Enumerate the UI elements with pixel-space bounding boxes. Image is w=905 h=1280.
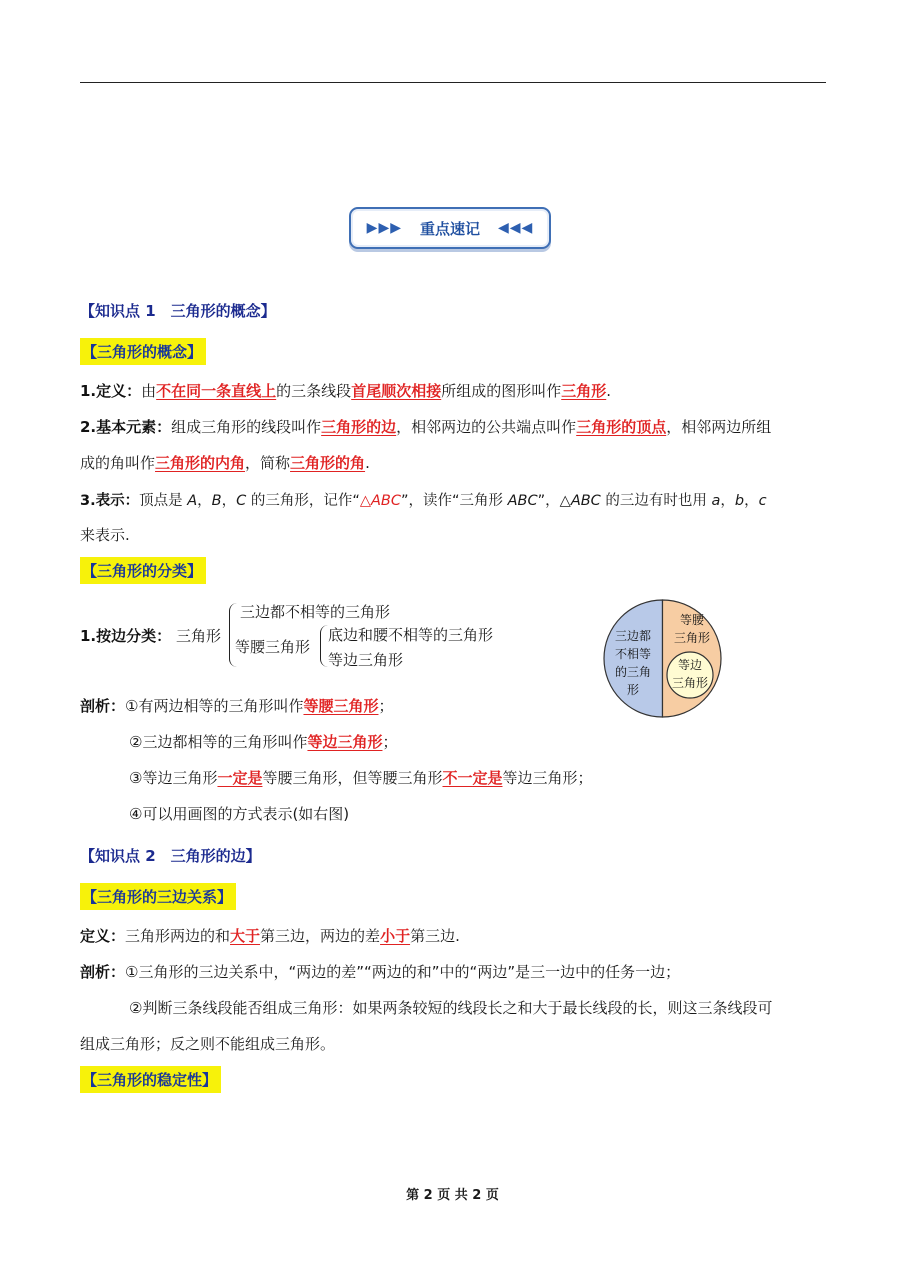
analysis-2: ②三边都相等的三角形叫作等边三角形； xyxy=(129,733,398,751)
tree-branch-1: 三边都不相等的三角形 xyxy=(240,603,391,621)
representation-line: 3.表示：顶点是 A，B，C 的三角形，记作“△ABC”，读作“三角形 ABC”，△ABC 的三边有时也用 a，b，c xyxy=(80,493,767,509)
diagram-label: 三角形 xyxy=(673,631,711,645)
key-term: 不一定是 xyxy=(442,769,503,787)
key-term: 三角形的角 xyxy=(290,454,366,472)
arrow-left-icon: ◀◀◀ xyxy=(498,220,534,236)
classification-diagram xyxy=(600,596,725,721)
brace-2 xyxy=(320,625,328,667)
elements-line-2: 成的角叫作三角形的内角，简称三角形的角. xyxy=(80,454,370,472)
analysis-1: 剖析：①有两边相等的三角形叫作等腰三角形； xyxy=(80,697,394,715)
analysis-4: ④可以用画图的方式表示(如右图) xyxy=(129,805,350,823)
sides-definition: 定义：三角形两边的和大于第三边，两边的差小于第三边. xyxy=(80,927,460,945)
elements-line: 2.基本元素：组成三角形的线段叫作三角形的边，相邻两边的公共端点叫作三角形的顶点，相邻两边所组 xyxy=(80,418,772,436)
diagram-label: 三角形 xyxy=(671,676,709,690)
key-term: 三角形 xyxy=(561,382,607,400)
sides-analysis-2: ②判断三条线段能否组成三角形：如果两条较短的线段长之和大于最长线段的长，则这三条线段可 xyxy=(129,999,773,1017)
key-term: 小于 xyxy=(380,927,411,945)
diagram-label: 的三角 xyxy=(614,665,652,679)
key-term: 等腰三角形 xyxy=(303,697,379,715)
key-term: 等边三角形 xyxy=(307,733,383,751)
sides-heading: 【三角形的三边关系】 xyxy=(80,886,236,907)
diagram-label: 等腰 xyxy=(679,613,705,627)
key-term: 一定是 xyxy=(217,769,263,787)
key-term: 不在同一条直线上 xyxy=(156,382,277,400)
diagram-label: 不相等 xyxy=(614,647,652,661)
diagram-label: 形 xyxy=(626,683,640,697)
tree-root: 三角形 xyxy=(176,627,222,645)
knowledge-point-2-title: 【知识点 2 三角形的边】 xyxy=(80,847,261,865)
stability-heading: 【三角形的稳定性】 xyxy=(80,1069,221,1090)
tree-branch-2: 等腰三角形 xyxy=(235,638,311,656)
banner-title: 重点速记 xyxy=(419,219,480,238)
classification-heading: 【三角形的分类】 xyxy=(80,560,206,581)
key-notes-banner xyxy=(349,207,551,249)
brace-1 xyxy=(229,603,238,667)
key-term: 大于 xyxy=(230,927,261,945)
representation-line-2: 来表示. xyxy=(80,526,130,544)
tree-sub-2: 等边三角形 xyxy=(328,651,404,669)
diagram-label: 等边 xyxy=(677,658,703,672)
arrow-right-icon: ▶▶▶ xyxy=(366,220,402,236)
tree-sub-1: 底边和腰不相等的三角形 xyxy=(328,626,494,644)
key-term: 首尾顺次相接 xyxy=(351,382,442,400)
analysis-3: ③等边三角形一定是等腰三角形，但等腰三角形不一定是等边三角形； xyxy=(129,769,593,787)
key-term: 三角形的内角 xyxy=(155,454,246,472)
header-rule xyxy=(80,82,826,83)
concept-heading: 【三角形的概念】 xyxy=(80,341,206,362)
definition-line: 1.定义：由不在同一条直线上的三条线段首尾顺次相接所组成的图形叫作三角形. xyxy=(80,382,612,400)
classify-label: 1.按边分类： xyxy=(80,627,172,645)
knowledge-point-1-title: 【知识点 1 三角形的概念】 xyxy=(80,302,276,320)
sides-analysis-2b: 组成三角形；反之则不能组成三角形。 xyxy=(80,1035,336,1053)
key-term: 三角形的顶点 xyxy=(576,418,667,436)
sides-analysis-1: 剖析：①三角形的三边关系中，“两边的差”“两边的和”中的“两边”是三一边中的任务一边； xyxy=(80,963,681,981)
page-number: 第 2 页 共 2 页 xyxy=(406,1188,499,1203)
diagram-label: 三边都 xyxy=(614,629,652,643)
key-term: 三角形的边 xyxy=(321,418,397,436)
